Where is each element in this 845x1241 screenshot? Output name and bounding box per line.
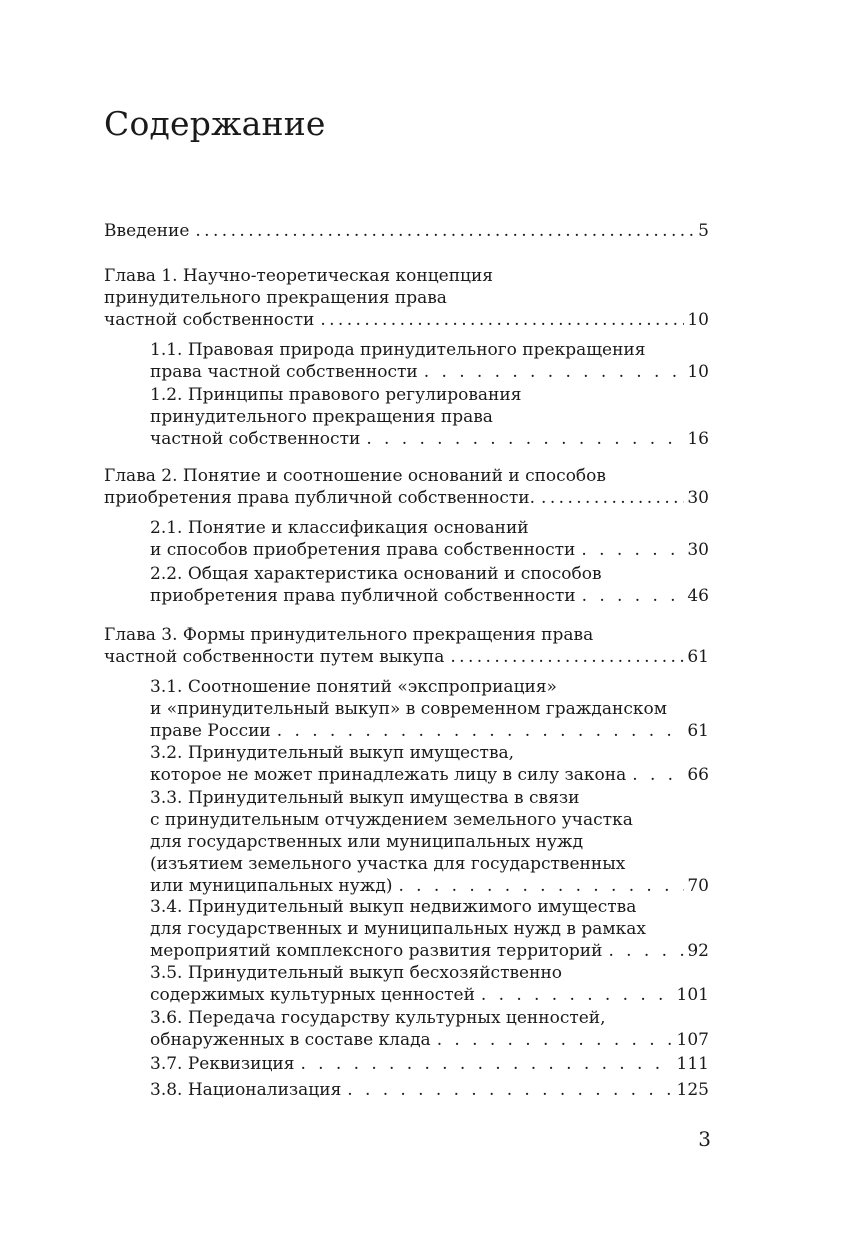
toc-entry-section-3-5[interactable] [150, 962, 709, 1006]
toc-page-number: 61 [687, 647, 709, 667]
dot-leader [541, 487, 684, 509]
toc-entry-line: 2.1. Понятие и классификация оснований [150, 518, 529, 538]
dot-leader [300, 1053, 673, 1075]
toc-entry-line: частной собственности [104, 310, 315, 330]
toc-entry-line: и способов приобретения права собственности [150, 540, 576, 560]
page-number: 3 [698, 1127, 711, 1151]
toc-entry-introduction[interactable] [104, 220, 709, 242]
toc-entry-line: обнаруженных в составе клада [150, 1030, 431, 1050]
page-title: Содержание [104, 104, 326, 143]
toc-entry-line: Глава 3. Формы принудительного прекращения права [104, 625, 594, 645]
toc-entry-line: которое не может принадлежать лицу в силу закона [150, 765, 627, 785]
toc-entry-chapter-3[interactable] [104, 624, 709, 668]
toc-entry-line: с принудительным отчуждением земельного участка [150, 810, 633, 830]
dot-leader [366, 428, 684, 450]
toc-entry-line: 1.2. Принципы правового регулирования [150, 385, 522, 405]
dot-leader [481, 984, 674, 1006]
toc-entry-line: приобретения права публичной собственности. [104, 488, 536, 508]
toc-entry-line: для государственных и муниципальных нужд в рамках [150, 919, 646, 939]
toc-entry-line: 3.8. Национализация [150, 1080, 342, 1100]
dot-leader [398, 875, 684, 897]
dot-leader [320, 309, 684, 331]
toc-page-number: 10 [687, 362, 709, 382]
dot-leader [195, 220, 695, 242]
toc-entry-line: 2.2. Общая характеристика оснований и способов [150, 564, 602, 584]
toc-entry-chapter-2[interactable] [104, 465, 709, 509]
toc-entry-section-2-1[interactable] [150, 517, 709, 561]
toc-entry-line: мероприятий комплексного развития территорий [150, 941, 603, 961]
dot-leader [347, 1079, 673, 1101]
toc-page-number: 10 [687, 310, 709, 330]
toc-entry-chapter-1[interactable] [104, 265, 709, 331]
toc-entry-line: 3.2. Принудительный выкуп имущества, [150, 743, 515, 763]
toc-entry-line: праве России [150, 721, 271, 741]
toc-page-number: 30 [687, 488, 709, 508]
toc-entry-line: 3.5. Принудительный выкуп бесхозяйственно [150, 963, 563, 983]
toc-entry-line: частной собственности путем выкупа [104, 647, 445, 667]
toc-page-number: 16 [687, 429, 709, 449]
toc-entry-line: 3.4. Принудительный выкуп недвижимого имущества [150, 897, 637, 917]
toc-page-number: 92 [687, 941, 709, 961]
toc-entry-line: принудительного прекращения права [104, 288, 447, 308]
toc-entry-line: Глава 2. Понятие и соотношение оснований и способов [104, 466, 606, 486]
toc-entry-line: права частной собственности [150, 362, 418, 382]
toc-entry-section-3-8[interactable] [150, 1079, 709, 1101]
toc-entry-line: частной собственности [150, 429, 361, 449]
toc-entry-section-3-7[interactable] [150, 1053, 709, 1075]
dot-leader [450, 646, 684, 668]
toc-entry-line: для государственных или муниципальных нужд [150, 832, 584, 852]
dot-leader [277, 720, 685, 742]
toc-page-number: 107 [676, 1030, 709, 1050]
toc-entry-line: и «принудительный выкуп» в современном гражданском [150, 699, 667, 719]
toc-page-number: 66 [687, 765, 709, 785]
dot-leader [437, 1029, 674, 1051]
toc-entry-section-1-1[interactable] [150, 339, 709, 383]
toc-entry-section-1-2[interactable] [150, 384, 709, 450]
toc-entry-section-2-2[interactable] [150, 563, 709, 607]
toc-entry-line: 3.6. Передача государству культурных ценностей, [150, 1008, 606, 1028]
toc-entry-section-3-6[interactable] [150, 1007, 709, 1051]
toc-entry-line: 3.3. Принудительный выкуп имущества в связи [150, 788, 580, 808]
toc-entry-section-3-1[interactable] [150, 676, 709, 742]
toc-entry-line: (изъятием земельного участка для государственных [150, 854, 626, 874]
toc-entry-section-3-2[interactable] [150, 742, 709, 786]
toc-entry-title: Введение [104, 221, 190, 241]
toc-entry-section-3-4[interactable] [150, 896, 709, 962]
toc-entry-line: 3.1. Соотношение понятий «экспроприация» [150, 677, 557, 697]
toc-page-number: 30 [687, 540, 709, 560]
toc-entry-section-3-3[interactable] [150, 787, 709, 897]
toc-entry-line: 3.7. Реквизиция [150, 1054, 295, 1074]
dot-leader [424, 361, 685, 383]
toc-entry-line: 1.1. Правовая природа принудительного прекращения [150, 340, 646, 360]
toc-page-number: 111 [676, 1054, 709, 1074]
toc-entry-line: содержимых культурных ценностей [150, 985, 475, 1005]
dot-leader [632, 764, 684, 786]
toc-entry-line: Глава 1. Научно-теоретическая концепция [104, 266, 494, 286]
toc-page-number: 46 [687, 586, 709, 606]
toc-page-number: 5 [698, 221, 709, 241]
toc-entry-line: приобретения права публичной собственности [150, 586, 576, 606]
toc-entry-line: принудительного прекращения права [150, 407, 493, 427]
toc-page-number: 101 [676, 985, 709, 1005]
dot-leader [581, 539, 684, 561]
toc-page-number: 125 [676, 1080, 709, 1100]
toc-page-number: 61 [687, 721, 709, 741]
toc-page-number: 70 [687, 876, 709, 896]
toc-entry-line: или муниципальных нужд) [150, 876, 393, 896]
dot-leader [608, 940, 684, 962]
dot-leader [582, 585, 685, 607]
